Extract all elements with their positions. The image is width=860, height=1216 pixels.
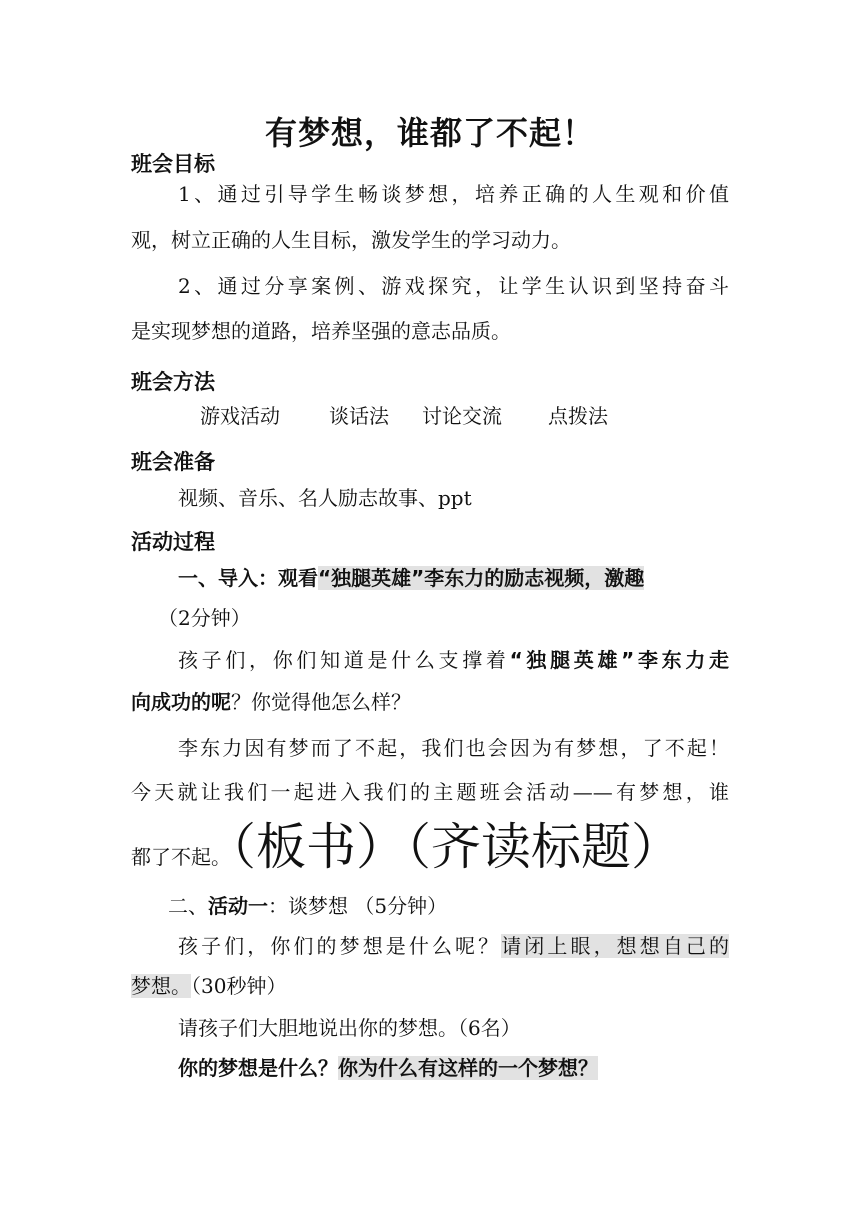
- process-heading: 活动过程: [131, 530, 215, 554]
- prep-text: 视频、音乐、名人励志故事、ppt: [178, 486, 472, 510]
- question-part-b: “独腿英雄”李东力走: [509, 648, 729, 672]
- method-item-3: 讨论交流: [422, 404, 502, 428]
- goals-heading: 班会目标: [131, 152, 215, 176]
- blackboard-note: （板书）（齐读标题）: [231, 818, 681, 876]
- goal-2-line-1: 2、通过分享案例、游戏探究，让学生认识到坚持奋斗: [178, 274, 729, 298]
- step-1-question-line-1: [178, 650, 729, 670]
- step-2-line-1: [178, 936, 729, 956]
- step-1-label: 一、导入：观看: [178, 566, 318, 590]
- paragraph-end-text: 都了不起。: [131, 845, 231, 869]
- page-title: 有梦想，谁都了不起！: [264, 114, 595, 152]
- step-2-prefix: 二、: [168, 894, 208, 918]
- step-1-line: [178, 568, 644, 588]
- step-2-line-2-a: 梦想。: [131, 974, 191, 998]
- step-2-line-1-b: 请闭上眼，想想自己的: [501, 934, 730, 958]
- step-2-question-a: 你的梦想是什么？: [178, 1056, 338, 1080]
- method-item-1: 游戏活动: [200, 404, 280, 428]
- step-2-rest: ：谈梦想 （5分钟）: [268, 894, 448, 918]
- goal-1-line-1: 1、通过引导学生畅谈梦想，培养正确的人生观和价值: [178, 182, 729, 206]
- step-2-line-2-b: （30秒钟）: [191, 974, 287, 998]
- method-item-2: 谈话法: [329, 404, 389, 428]
- step-2-line-1-a: 孩子们，你们的梦想是什么呢？: [178, 934, 502, 958]
- step-1-question-line-2: [131, 692, 411, 712]
- step-2-question: [178, 1058, 598, 1078]
- step-1-paragraph-line-1: 李东力因有梦而了不起，我们也会因为有梦想，了不起！: [178, 736, 729, 760]
- step-2-label: 活动一: [208, 894, 268, 918]
- question-part-a: 孩子们，你们知道是什么支撑着: [178, 648, 510, 672]
- goal-2-line-2: 是实现梦想的道路，培养坚强的意志品质。: [131, 319, 511, 343]
- methods-heading: 班会方法: [131, 370, 215, 394]
- step-1-time: （2分钟）: [158, 606, 251, 630]
- question-part-c: 向成功的呢: [131, 690, 231, 714]
- method-item-4: 点拨法: [548, 404, 608, 428]
- step-2-line-3: 请孩子们大胆地说出你的梦想。（6名）: [178, 1016, 521, 1040]
- step-2-line-2: [131, 976, 286, 996]
- prep-heading: 班会准备: [131, 450, 215, 474]
- step-1-paragraph-line-2: 今天就让我们一起进入我们的主题班会活动——有梦想，谁: [131, 780, 729, 804]
- question-part-d: ？你觉得他怎么样？: [231, 690, 411, 714]
- step-1-paragraph-line-3: [131, 818, 681, 876]
- goal-1-line-2: 观，树立正确的人生目标，激发学生的学习动力。: [131, 228, 571, 252]
- step-2-line: [168, 896, 447, 916]
- step-1-highlight: “独腿英雄”李东力的励志视频，激趣: [318, 566, 645, 590]
- step-2-question-b: 你为什么有这样的一个梦想？: [338, 1056, 598, 1080]
